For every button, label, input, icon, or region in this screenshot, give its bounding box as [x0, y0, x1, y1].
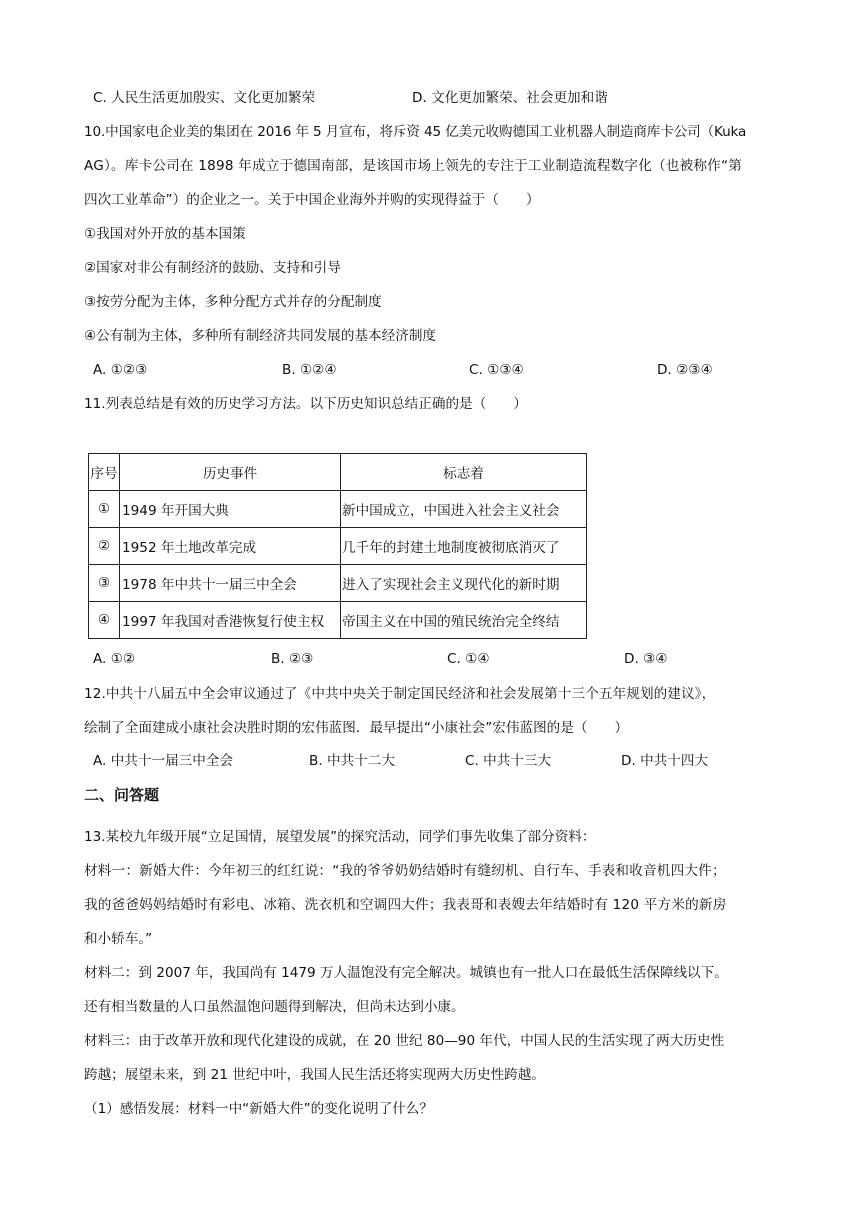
- section-title: 二、问答题: [84, 786, 160, 804]
- table-cell: 几千年的封建土地制度被彻底消灭了: [341, 528, 587, 565]
- table-cell: ④: [89, 602, 120, 639]
- q9-option-d: D. 文化更加繁荣、社会更加和谐: [412, 90, 608, 106]
- q10-stem-line-1: 10.中国家电企业美的集团在 2016 年 5 月宣布，将斥资 45 亿美元收购德国工业机器人制造商库卡公司（Kuka: [84, 124, 747, 140]
- table-cell: 帝国主义在中国的殖民统治完全终结: [341, 602, 587, 639]
- q13-subquestion-1: （1）感悟发展：材料一中“新婚大件”的变化说明了什么？: [84, 1101, 433, 1117]
- table-header-cell: 标志着: [341, 454, 587, 491]
- q10-item-4: ④公有制为主体，多种所有制经济共同发展的基本经济制度: [84, 328, 437, 344]
- q12-stem-line-2: 绘制了全面建成小康社会决胜时期的宏伟蓝图．最早提出“小康社会”宏伟蓝图的是（ ）: [84, 720, 629, 736]
- table-cell: 1949 年开国大典: [120, 491, 341, 528]
- q12-stem-line-1: 12.中共十八届五中全会审议通过了《中共中央关于制定国民经济和社会发展第十三个五年规划的建议》，: [84, 686, 716, 702]
- table-cell: ①: [89, 491, 120, 528]
- q12-option-a: A. 中共十一届三中全会: [93, 753, 234, 769]
- table-header-row: [89, 454, 587, 491]
- q13-line-6: 还有相当数量的人口虽然温饱问题得到解决，但尚未达到小康。: [84, 999, 465, 1015]
- q10-stem-line-2: AG）。库卡公司在 1898 年成立于德国南部，是该国市场上领先的专注于工业制造流程数字化（也被称作“第: [84, 158, 743, 174]
- table-row: [89, 528, 587, 565]
- q11-stem: 11.列表总结是有效的历史学习方法。以下历史知识总结正确的是（ ）: [84, 396, 528, 412]
- q12-option-c: C. 中共十三大: [465, 753, 552, 769]
- table-header-cell: 历史事件: [120, 454, 341, 491]
- q13-line-3: 我的爸爸妈妈结婚时有彩电、冰箱、洗衣机和空调四大件；我表哥和表嫂去年结婚时有 120 平方米的新房: [84, 897, 727, 913]
- q13-line-2: 材料一：新婚大件：今年初三的红红说：“我的爷爷奶奶结婚时有缝纫机、自行车、手表和收音机四大件；: [84, 863, 726, 879]
- q13-line-7: 材料三：由于改革开放和现代化建设的成就，在 20 世纪 80—90 年代，中国人民的生活实现了两大历史性: [84, 1033, 725, 1049]
- q13-line-8: 跨越；展望未来，到 21 世纪中叶，我国人民生活还将实现两大历史性跨越。: [84, 1067, 545, 1083]
- q10-option-d: D. ②③④: [657, 362, 713, 378]
- q10-item-1: ①我国对外开放的基本国策: [84, 226, 246, 242]
- table-cell: ③: [89, 565, 120, 602]
- q11-option-b: B. ②③: [271, 651, 314, 667]
- q10-item-2: ②国家对非公有制经济的鼓励、支持和引导: [84, 260, 341, 276]
- q10-option-c: C. ①③④: [469, 362, 524, 378]
- q10-option-a: A. ①②③: [93, 362, 148, 378]
- table-cell: ②: [89, 528, 120, 565]
- table-header-cell: 序号: [89, 454, 120, 491]
- table-row: [89, 491, 587, 528]
- table-cell: 新中国成立，中国进入社会主义社会: [341, 491, 587, 528]
- table-cell: 进入了实现社会主义现代化的新时期: [341, 565, 587, 602]
- table-row: [89, 602, 587, 639]
- q10-stem-line-3: 四次工业革命”）的企业之一。关于中国企业海外并购的实现得益于（ ）: [84, 192, 540, 208]
- q11-option-c: C. ①④: [447, 651, 490, 667]
- q9-option-c: C. 人民生活更加殷实、文化更加繁荣: [93, 90, 316, 106]
- table-cell: 1978 年中共十一届三中全会: [120, 565, 341, 602]
- history-table: [88, 453, 587, 639]
- q13-line-4: 和小轿车。”: [84, 931, 153, 947]
- q13-line-5: 材料二：到 2007 年，我国尚有 1479 万人温饱没有完全解决。城镇也有一批人口在最低生活保障线以下。: [84, 965, 728, 981]
- q10-item-3: ③按劳分配为主体，多种分配方式并存的分配制度: [84, 294, 382, 310]
- q12-option-b: B. 中共十二大: [309, 753, 395, 769]
- q10-option-b: B. ①②④: [282, 362, 337, 378]
- q13-line-1: 13.某校九年级开展“立足国情，展望发展”的探究活动，同学们事先收集了部分资料：: [84, 829, 596, 845]
- table-cell: 1952 年土地改革完成: [120, 528, 341, 565]
- q12-option-d: D. 中共十四大: [621, 753, 709, 769]
- q11-option-a: A. ①②: [93, 651, 136, 667]
- table-row: [89, 565, 587, 602]
- q11-option-d: D. ③④: [624, 651, 668, 667]
- table-cell: 1997 年我国对香港恢复行使主权: [120, 602, 341, 639]
